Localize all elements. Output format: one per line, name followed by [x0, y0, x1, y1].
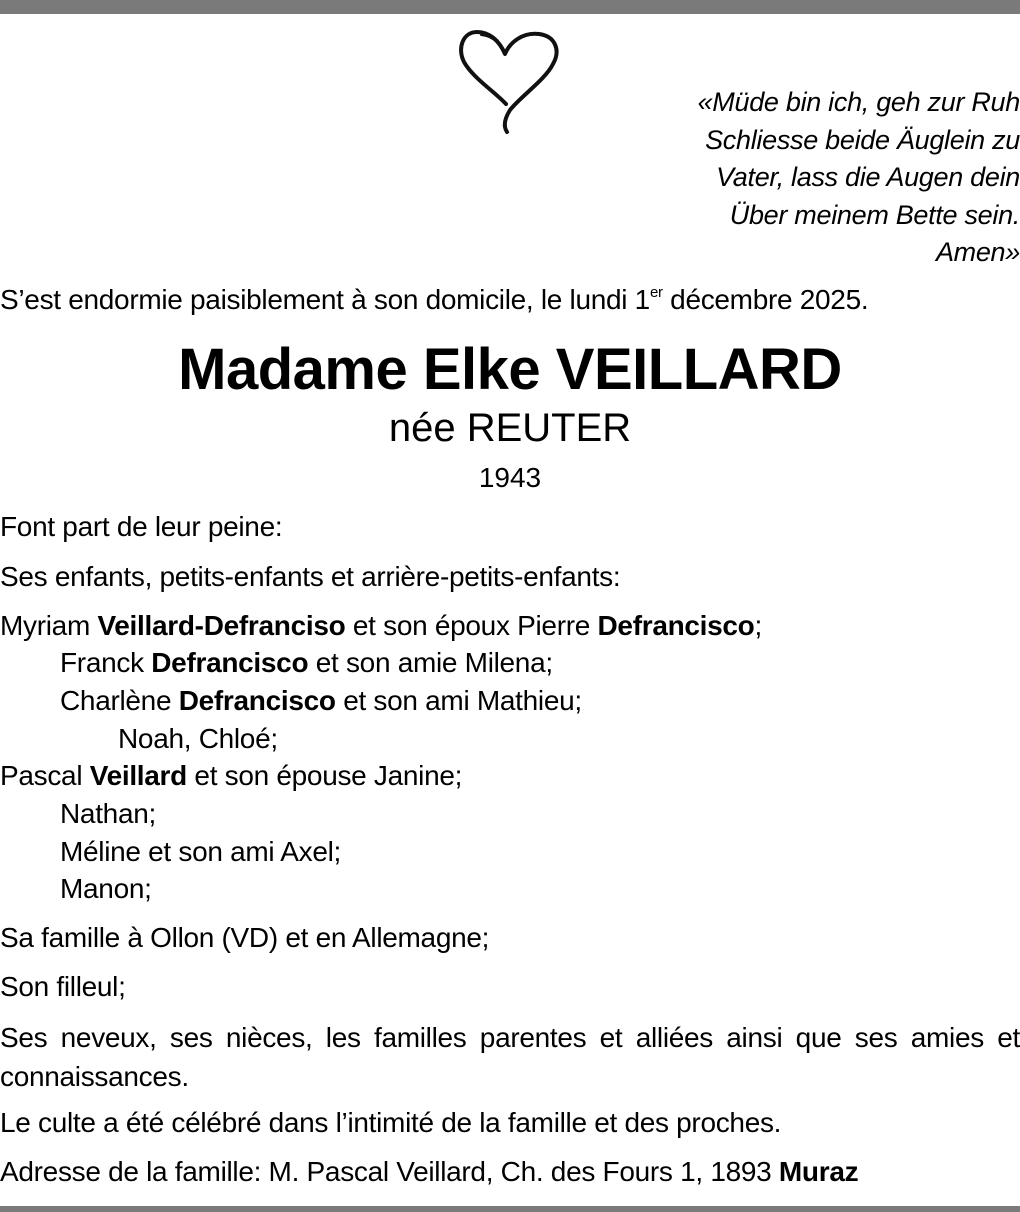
ordinal-suffix: er [649, 283, 663, 301]
family-member-nathan: Nathan; [60, 798, 156, 829]
poem-line: Vater, lass die Augen dein [716, 162, 1020, 192]
family-member-franck: Franck Defrancisco et son amie Milena; [60, 647, 553, 678]
announce-text: Font part de leur peine: [0, 511, 283, 542]
family-member-myriam: Myriam Veillard-Defranciso et son époux Pierre Defrancisco; [0, 610, 762, 641]
family-member-noah: Noah, Chloé; [118, 723, 278, 754]
poem-line: Amen» [935, 237, 1020, 267]
poem [600, 84, 1020, 272]
ceremony-text: Le culte a été célébré dans l’intimité de la famille et des proches. [0, 1107, 782, 1138]
poem-line: Über meinem Bette sein. [729, 199, 1020, 230]
poem-line: Schliesse beide Äuglein zu [705, 124, 1020, 155]
intro-text: S’est endormie paisiblement à son domicile, le lundi 1 [0, 284, 650, 315]
death-announcement [0, 284, 868, 316]
extended-family: Ses neveux, ses nièces, les familles parentes et alliées ainsi que ses amies et connaissances. [0, 1022, 1020, 1092]
intro-date: décembre 2025. [662, 284, 869, 315]
family-member-pascal: Pascal Veillard et son épouse Janine; [0, 760, 463, 791]
family-address: Adresse de la famille: M. Pascal Veillard, Ch. des Fours 1, 1893 Muraz [0, 1156, 859, 1187]
deceased-name: Madame Elke VEILLARD [178, 337, 842, 402]
relatives-line: Son filleul; [0, 971, 126, 1002]
family-member-manon: Manon; [60, 873, 152, 904]
top-rule [0, 0, 1020, 14]
maiden-name: née REUTER [388, 406, 632, 450]
heart-icon [455, 26, 565, 136]
relatives-line: Sa famille à Ollon (VD) et en Allemagne; [0, 922, 490, 953]
family-member-charlene: Charlène Defrancisco et son ami Mathieu; [60, 685, 582, 716]
birth-year: 1943 [478, 462, 542, 493]
poem-line: «Müde bin ich, geh zur Ruh [697, 87, 1020, 117]
family-heading: Ses enfants, petits-enfants et arrière-petits-enfants: [0, 561, 621, 592]
family-member-meline: Méline et son ami Axel; [60, 836, 342, 867]
bottom-rule [0, 1206, 1020, 1212]
